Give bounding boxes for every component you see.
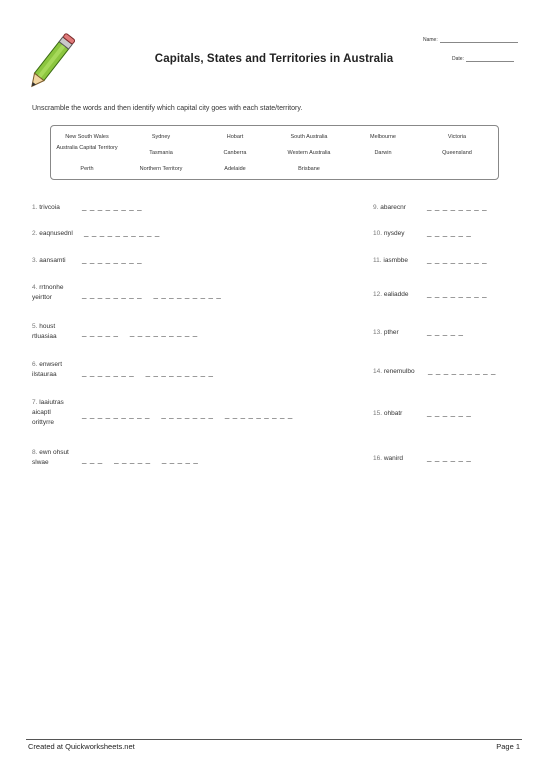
answer-blanks[interactable]: _ _ _ _ _ _ (427, 408, 472, 417)
question-7 (32, 398, 64, 428)
question-scramble: trivcoia (39, 204, 60, 211)
question-10 (373, 229, 404, 239)
footer-divider (26, 739, 522, 740)
word-bank-item: Sydney (151, 134, 171, 140)
word-bank-item: Queensland (442, 150, 472, 156)
question-number: 10. (373, 230, 383, 237)
question-11 (373, 256, 408, 266)
answer-blanks[interactable]: _ _ _ _ _ _ _ _ (427, 289, 488, 298)
question-1 (32, 203, 60, 213)
question-16 (373, 454, 403, 464)
question-2 (32, 229, 73, 239)
question-number: 11. (373, 257, 382, 264)
question-scramble: iasmbbe (383, 257, 408, 264)
answer-blanks[interactable]: _ _ _ _ _ _ _ _ _ _ _ _ _ _ _ _ (82, 368, 214, 377)
question-3 (32, 256, 66, 266)
question-scramble: abarecnr (380, 204, 406, 211)
answer-blanks[interactable]: _ _ _ _ _ _ _ _ _ _ _ _ _ (82, 455, 199, 464)
question-number: 8. (32, 449, 38, 456)
question-scramble: rrtnonhe yeirttor (32, 284, 64, 301)
word-bank-item: Melbourne (370, 134, 396, 140)
date-field[interactable] (452, 55, 514, 62)
question-number: 16. (373, 455, 383, 462)
answer-blanks[interactable]: _ _ _ _ _ _ (427, 453, 472, 462)
answer-blanks[interactable]: _ _ _ _ _ _ _ _ _ _ (84, 228, 160, 237)
answer-blanks[interactable]: _ _ _ _ _ _ _ _ _ _ _ _ _ _ _ _ _ _ _ _ _ _ _ _ _ (82, 410, 293, 419)
question-4 (32, 283, 63, 303)
name-label: Name: (423, 37, 438, 43)
question-scramble: wanird (383, 455, 404, 462)
answer-blanks[interactable]: _ _ _ _ _ _ _ _ _ _ _ _ _ _ _ _ _ (82, 290, 222, 299)
question-scramble: houst rtluasiaa (32, 323, 57, 340)
question-number: 12. (373, 291, 383, 298)
question-scramble: ohbatr (383, 410, 403, 417)
question-9 (373, 203, 406, 213)
question-8 (32, 448, 69, 468)
answer-blanks[interactable]: _ _ _ _ _ _ _ _ (82, 255, 143, 264)
question-12 (373, 290, 408, 300)
page-title: Capitals, States and Territories in Australia (154, 53, 394, 65)
word-bank-item: Darwin (374, 150, 392, 156)
word-bank (50, 125, 499, 180)
word-bank-item: Perth (80, 166, 94, 172)
question-6 (32, 360, 62, 380)
word-bank-item: Western Australia (287, 150, 331, 156)
instructions: Unscramble the words and then identify which capital city goes with each state/territory. (32, 105, 303, 112)
word-bank-item: South Australia (290, 134, 328, 140)
question-number: 1. (32, 204, 38, 211)
answer-blanks[interactable]: _ _ _ _ _ _ _ _ (427, 255, 488, 264)
question-number: 7. (32, 399, 38, 406)
name-field[interactable] (423, 36, 518, 43)
question-number: 6. (32, 361, 38, 368)
question-number: 3. (32, 257, 38, 264)
word-bank-item: Canberra (223, 150, 247, 156)
question-13 (373, 328, 399, 338)
question-number: 4. (32, 284, 38, 291)
question-scramble: nysdey (383, 230, 405, 237)
question-scramble: eaqnusednl (39, 230, 73, 237)
word-bank-item: Victoria (447, 134, 467, 140)
word-bank-item: Hobart (226, 134, 244, 140)
question-number: 2. (32, 230, 38, 237)
question-scramble: pther (383, 329, 399, 336)
word-bank-item: Northern Territory (139, 166, 183, 172)
word-bank-item: Adelaide (224, 166, 246, 172)
footer-credit: Created at Quickworksheets.net (28, 742, 135, 751)
answer-blanks[interactable]: _ _ _ _ _ _ _ _ _ _ _ _ _ _ (82, 328, 198, 337)
word-bank-item: Tasmania (149, 150, 173, 156)
word-bank-item: Brisbane (298, 166, 320, 172)
word-bank-item: Australia Capital Territory (56, 145, 118, 151)
question-number: 9. (373, 204, 379, 211)
question-scramble: ewn ohsut slwae (32, 449, 69, 466)
answer-blanks[interactable]: _ _ _ _ _ (427, 327, 464, 336)
question-5 (32, 322, 57, 342)
question-number: 14. (373, 368, 383, 375)
date-label: Date: (452, 56, 464, 62)
answer-blanks[interactable]: _ _ _ _ _ _ _ _ _ (428, 366, 497, 375)
question-scramble: aansamti (39, 257, 66, 264)
answer-blanks[interactable]: _ _ _ _ _ _ _ _ (82, 202, 143, 211)
answer-blanks[interactable]: _ _ _ _ _ _ (427, 228, 472, 237)
question-number: 13. (373, 329, 383, 336)
question-number: 5. (32, 323, 38, 330)
page-number: Page 1 (496, 742, 520, 751)
question-14 (373, 367, 415, 377)
question-number: 15. (373, 410, 383, 417)
question-scramble: enwsert ilstauraa (32, 361, 62, 378)
question-15 (373, 409, 402, 419)
question-scramble: renemulbo (383, 368, 415, 375)
word-bank-item: New South Wales (65, 134, 109, 140)
question-scramble: ealiadde (383, 291, 409, 298)
answer-blanks[interactable]: _ _ _ _ _ _ _ _ (427, 202, 488, 211)
question-scramble: laaiutras aicaptl orittyrre (32, 399, 64, 426)
